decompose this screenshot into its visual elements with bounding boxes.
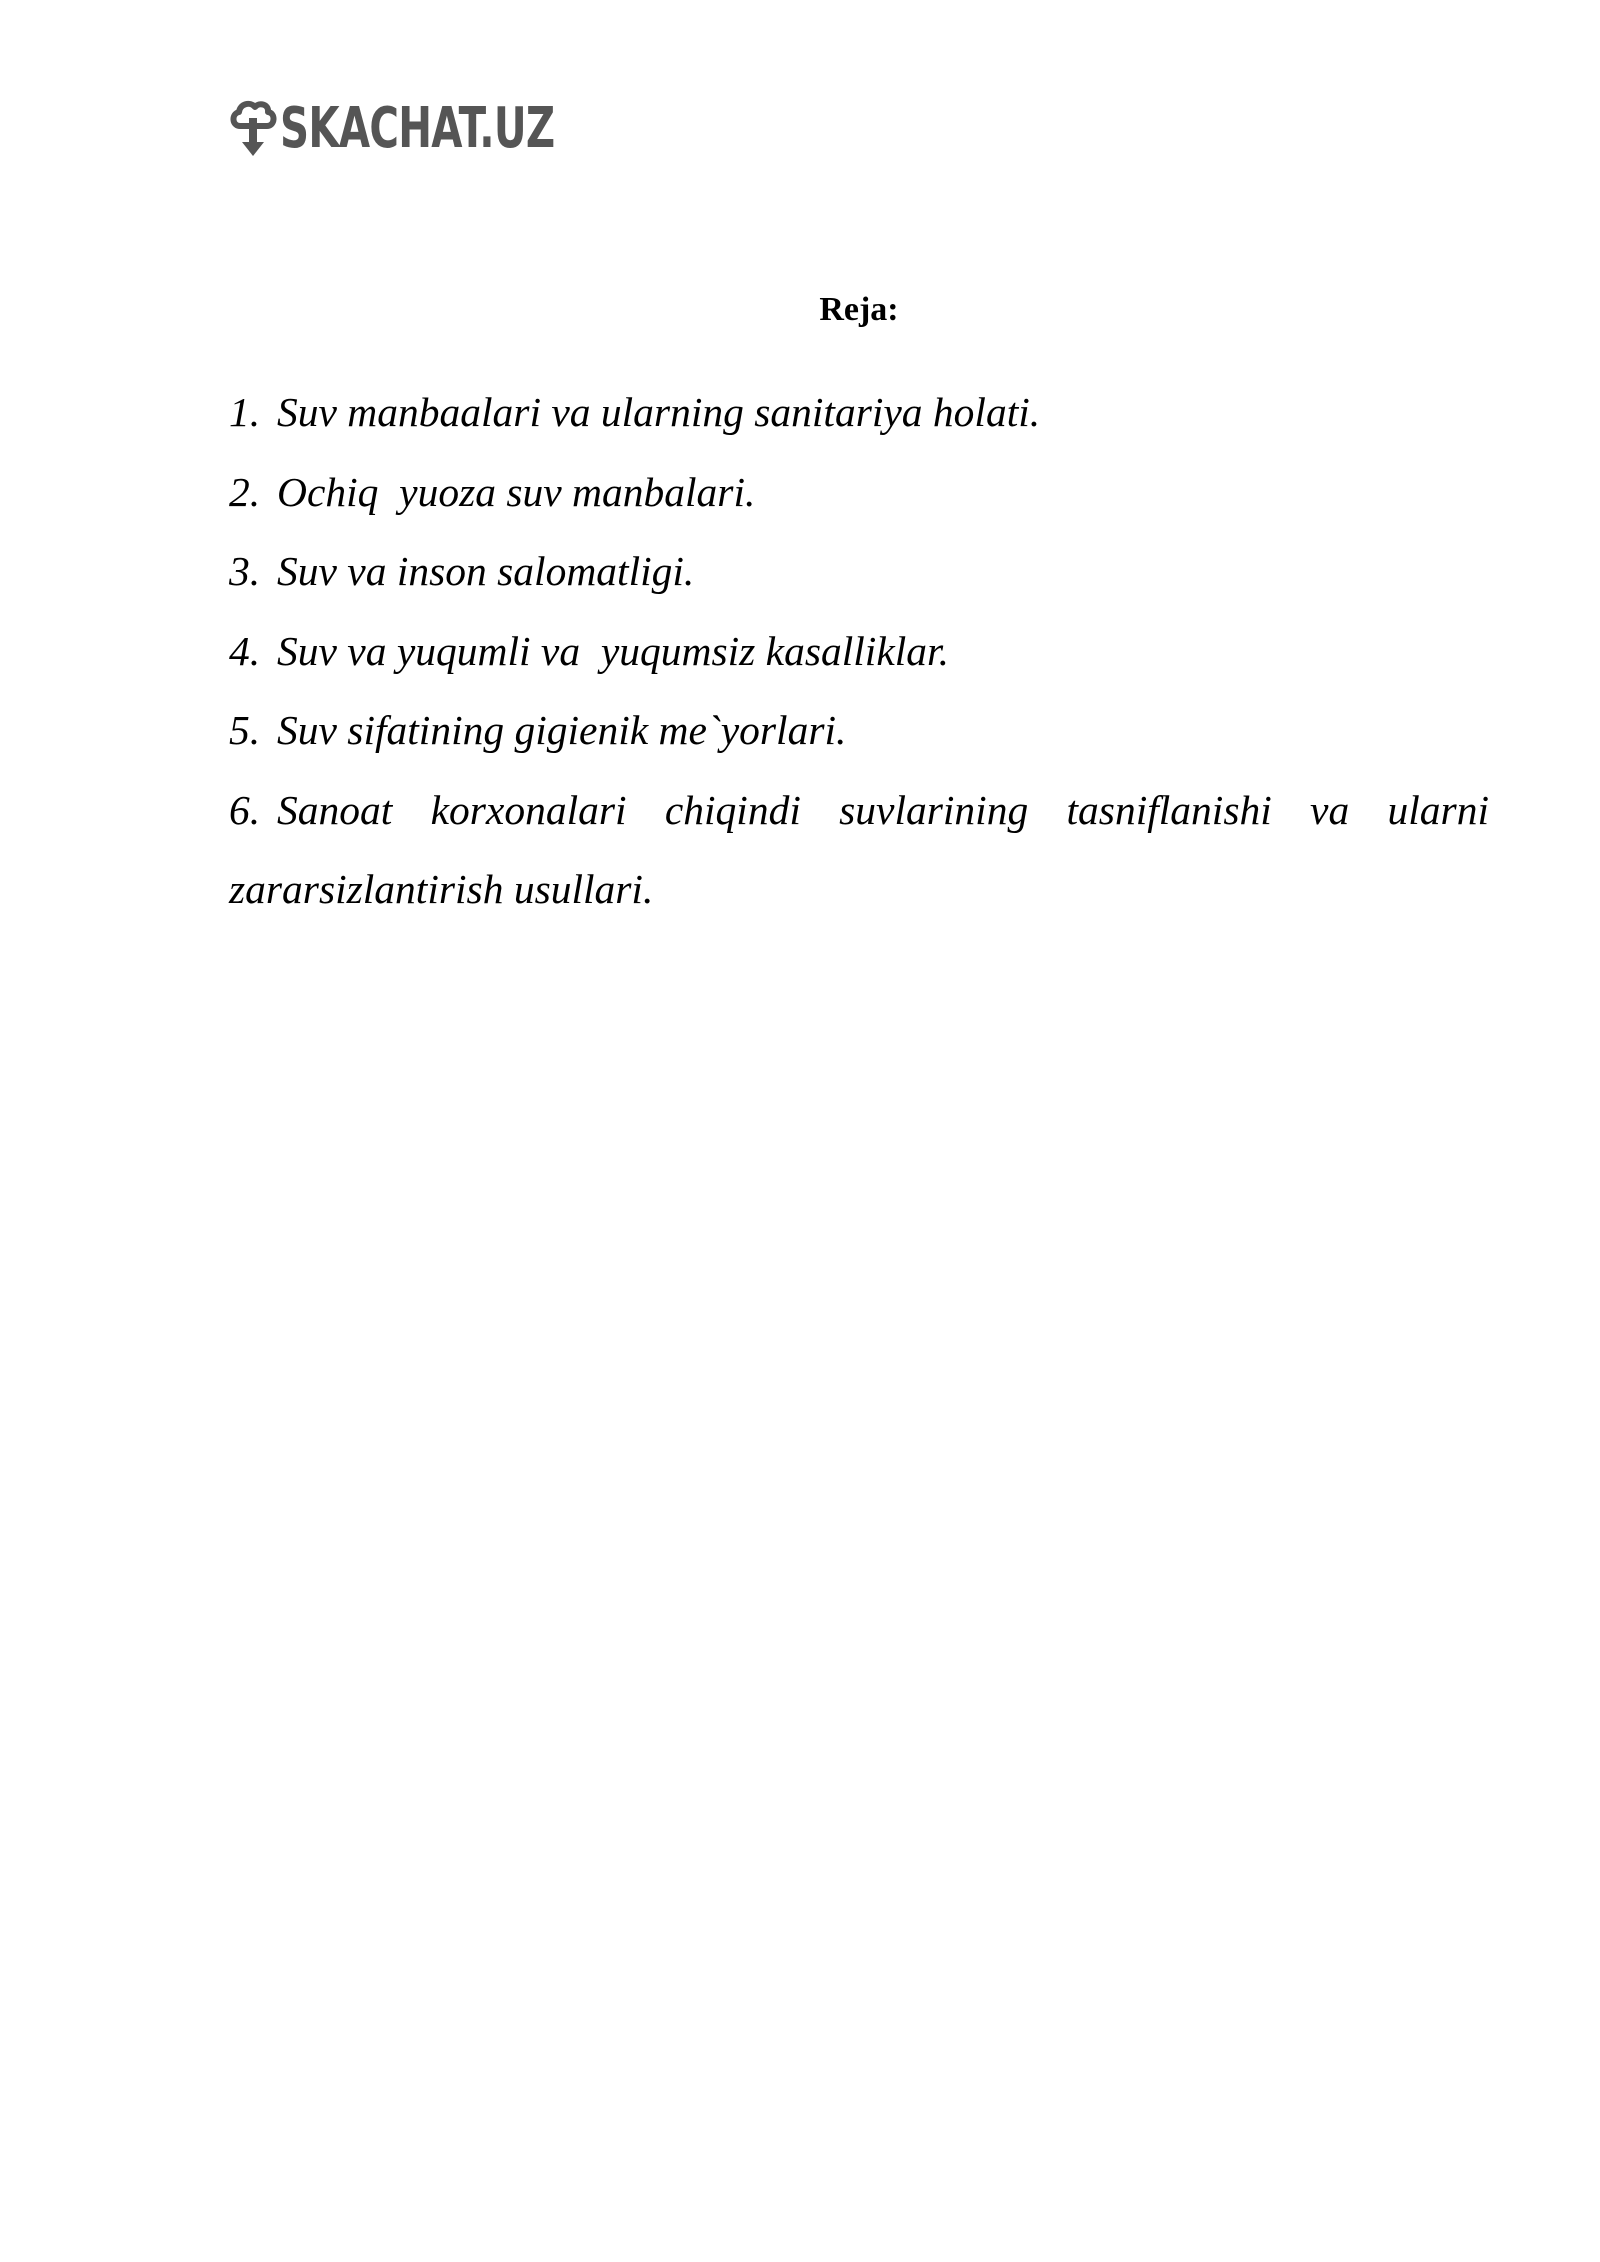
- list-item: [229, 453, 1489, 533]
- page-title: Reja:: [819, 291, 899, 328]
- item-number: 4.: [229, 627, 261, 674]
- logo-text: SKACHAT.UZ: [280, 96, 555, 161]
- plan-list: [229, 373, 1489, 930]
- item-text: Suv manbaalari va ularning sanitariya holati.: [277, 389, 1041, 435]
- item-text: Suv va inson salomatligi.: [277, 548, 695, 594]
- list-item: [229, 691, 1489, 771]
- item-text: Suv sifatining gigienik me`yorlari.: [277, 707, 847, 753]
- item-number: 1.: [229, 389, 261, 435]
- list-item: [229, 532, 1489, 612]
- cloud-download-icon: [228, 96, 278, 162]
- item-text: Suv va yuqumli va yuqumsiz kasalliklar.: [277, 627, 949, 674]
- item-text: Ochiq yuoza suv manbalari.: [277, 468, 756, 515]
- list-item: [229, 771, 1489, 930]
- item-number: 5.: [229, 707, 261, 753]
- item-number: 2.: [229, 468, 261, 515]
- list-item: [229, 373, 1489, 453]
- item-text: Sanoat korxonalari chiqindi suvlarining tasniflanishi va ularni zararsizlantirish usullari.: [229, 786, 1489, 912]
- item-number: 6.: [229, 786, 261, 833]
- site-logo: [228, 94, 661, 164]
- list-item: [229, 612, 1489, 692]
- item-number: 3.: [229, 548, 261, 594]
